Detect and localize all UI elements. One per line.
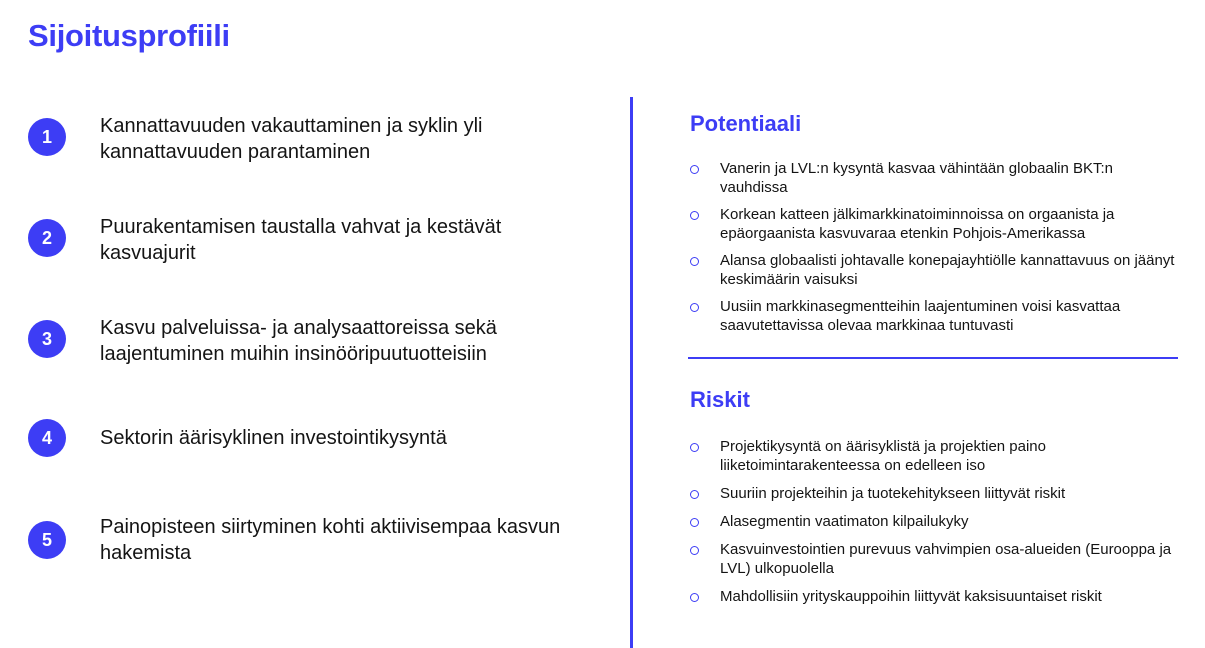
numbered-item-text: Kannattavuuden vakauttaminen ja syklin yli kannattavuuden parantaminen [100,115,483,163]
circle-bullet-icon [690,490,699,499]
number-badge: 4 [28,419,66,457]
circle-bullet-icon [690,303,699,312]
number-badge: 2 [28,219,66,257]
list-item: Korkean katteen jälkimarkkinatoiminnoissa on orgaanista ja epäorgaanista kasvuvaraa etenkin Pohjois-Amerikassa [690,205,1180,243]
numbered-item-5 [28,516,588,566]
number-badge: 1 [28,118,66,156]
list-item: Mahdollisiin yrityskauppoihin liittyvät kaksisuuntaiset riskit [690,587,1180,606]
numbered-item-text: Kasvu palveluissa- ja analysaattoreissa sekä laajentuminen muihin insinööripuutuotteisiin [100,317,497,365]
circle-bullet-icon [690,593,699,602]
circle-bullet-icon [690,165,699,174]
circle-bullet-icon [690,257,699,266]
risks-heading: Riskit [690,387,750,412]
list-item: Suuriin projekteihin ja tuotekehitykseen liittyvät riskit [690,484,1180,503]
numbered-item-text: Sektorin äärisyklinen investointikysyntä [100,427,447,449]
numbered-item-2 [28,216,588,266]
number-badge: 5 [28,521,66,559]
potential-heading: Potentiaali [690,111,802,136]
page-title: Sijoitusprofiili [28,18,230,53]
list-item: Uusiin markkinasegmentteihin laajentuminen voisi kasvattaa saavutettavissa olevaa markkinaa tuntuvasti [690,297,1180,335]
circle-bullet-icon [690,518,699,527]
vertical-divider [630,97,633,648]
numbered-item-text: Painopisteen siirtyminen kohti aktiivisempaa kasvun hakemista [100,516,561,564]
circle-bullet-icon [690,443,699,452]
numbered-item-3 [28,317,588,367]
section-divider [688,357,1178,359]
circle-bullet-icon [690,546,699,555]
numbered-item-4 [28,419,588,457]
list-item: Alasegmentin vaatimaton kilpailukyky [690,512,1180,531]
list-item: Kasvuinvestointien purevuus vahvimpien osa-alueiden (Eurooppa ja LVL) ulkopuolella [690,540,1180,578]
number-badge: 3 [28,320,66,358]
list-item: Projektikysyntä on äärisyklistä ja projektien paino liiketoimintarakenteessa on edelleen iso [690,437,1180,475]
risks-list [690,437,1180,606]
potential-list [690,159,1180,335]
numbered-item-text: Puurakentamisen taustalla vahvat ja kestävät kasvuajurit [100,216,502,264]
list-item: Alansa globaalisti johtavalle konepajayhtiölle kannattavuus on jäänyt keskimäärin vaisuksi [690,251,1180,289]
list-item: Vanerin ja LVL:n kysyntä kasvaa vähintään globaalin BKT:n vauhdissa [690,159,1180,197]
numbered-item-1 [28,115,588,165]
circle-bullet-icon [690,211,699,220]
